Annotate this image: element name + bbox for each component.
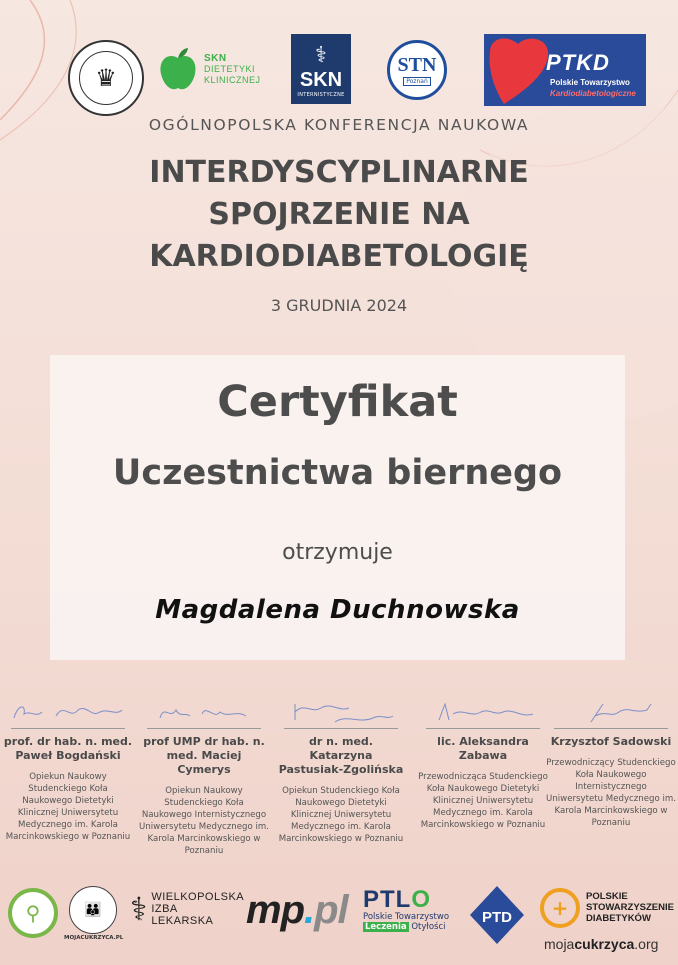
signature-line (554, 728, 668, 729)
fork-spoon-icon: ⚲ (25, 901, 41, 925)
signatory-role: Opiekun Studenckiego Koła Naukowego Dietetyki Klinicznej Uniwersytetu Medycznego im. Karola Marcinkowskiego w Poznaniu (278, 786, 404, 844)
signatory-name: lic. Aleksandra Zabawa (437, 735, 529, 762)
cross-icon: + (540, 888, 580, 928)
ptlo-line1: Polskie Towarzystwo (363, 912, 450, 922)
people-icon: 👪 (69, 886, 117, 934)
partner-logo-mp (246, 888, 348, 933)
wil-line3: LEKARSKA (151, 915, 214, 927)
signatory-5 (546, 700, 676, 829)
signature-line (284, 728, 398, 729)
signatory-name: Krzysztof Sadowski (550, 735, 672, 748)
signatory-role: Opiekun Naukowy Studenckiego Koła Naukowego Internistycznego Uniwersytetu Medycznego im. Karola Marcinkowskiego w Poznaniu (139, 786, 269, 856)
stn-poznan-logo (387, 40, 447, 100)
ptkd-logo (484, 34, 646, 106)
signatory-3 (276, 700, 406, 845)
receives-label: otrzymuje (282, 540, 393, 565)
skn-dietetyki-logo (158, 46, 261, 92)
mojacukrzyca-badge-label: MOJACUKRZYCA.PL (64, 935, 124, 941)
stethoscope-icon: ⚕ (315, 43, 327, 68)
university-seal-logo (68, 40, 144, 116)
signature-mark (144, 700, 264, 726)
ptlo-main: PTL (363, 886, 412, 913)
ptd-label: PTD (482, 909, 512, 926)
certificate-title: Certyfikat (217, 377, 458, 427)
signature-mark (8, 700, 128, 726)
ptlo-line2a: Leczenia (365, 922, 407, 932)
ptlo-line2b: Otyłości (411, 922, 446, 932)
mp-dot: . (304, 888, 315, 932)
apple-icon (158, 46, 198, 92)
signature-mark (281, 700, 401, 726)
wil-line2: IZBA (151, 903, 178, 915)
partner-logo-ptd (468, 884, 526, 946)
signature-mark (551, 700, 671, 726)
partner-logo-wil (130, 890, 244, 928)
signature-line (11, 728, 125, 729)
skn-dietetyki-line2: DIETETYKI (204, 63, 256, 74)
certificate-subtitle: Uczestnictwa biernego (112, 453, 563, 493)
signature-line (147, 728, 261, 729)
partner-logo-ptlo (363, 886, 449, 932)
signatory-4 (418, 700, 548, 831)
ptd-diamond-icon (468, 884, 526, 946)
ptkd-line1: Polskie Towarzystwo (550, 78, 630, 87)
signatory-name: dr n. med. Katarzyna Pastusiak-Zgolińska (278, 735, 404, 776)
moja-suffix: .org (634, 936, 659, 952)
conference-title (0, 152, 678, 278)
skn-internistyczne-label: INTERNISTYCZNE (297, 92, 345, 98)
eagle-icon: ♛ (79, 51, 133, 105)
signature-line (426, 728, 540, 729)
moja-prefix: moja (544, 936, 575, 952)
ptkd-line2: Kardiodiabetologiczne (550, 89, 636, 98)
skn-dietetyki-line3: KLINICZNEJ (204, 74, 261, 85)
stn-city: Poznań (403, 77, 431, 86)
signatory-1 (3, 700, 133, 843)
wil-line1: WIELKOPOLSKA (151, 891, 245, 903)
conference-kicker: OGÓLNOPOLSKA KONFERENCJA NAUKOWA (148, 116, 530, 134)
partner-logo-dietetics (8, 888, 58, 938)
recipient-name: Magdalena Duchnowska (155, 595, 520, 625)
mp-main: mp (246, 888, 304, 932)
skn-internistyczne-abbr: SKN (299, 69, 343, 91)
psd-line3: DIABETYKÓW (586, 913, 651, 924)
mp-pl: pl (314, 888, 348, 932)
signatory-name: prof UMP dr hab. n. med. Maciej Cymerys (143, 735, 265, 776)
skn-internistyczne-logo (291, 34, 351, 104)
title-line-3: KARDIODIABETOLOGIĘ (149, 239, 529, 274)
partner-logo-mojacukrzyca-org (544, 936, 658, 952)
psd-line1: POLSKIE (586, 891, 628, 902)
signatory-role: Opiekun Naukowy Studenckiego Koła Naukowego Dietetyki Klinicznej Uniwersytetu Medycznego im. Karola Marcinkowskiego w Poznaniu (5, 772, 131, 842)
stn-glyph: STN (397, 53, 437, 76)
certificate-card (50, 355, 625, 660)
partner-logo-mojacukrzyca-badge (64, 886, 122, 942)
signature-mark (423, 700, 543, 726)
moja-bold: cukrzyca (574, 936, 635, 952)
signatory-name: prof. dr hab. n. med. Paweł Bogdański (3, 735, 133, 762)
title-line-2: SPOJRZENIE NA (208, 197, 470, 232)
signatory-role: Przewodnicząca Studenckiego Koła Naukowego Dietetyki Klinicznej Uniwersytetu Medycznego im. Karola Marcinkowskiego w Poznaniu (418, 772, 548, 830)
caduceus-icon: ⚕ (130, 890, 148, 928)
signatory-2 (139, 700, 269, 857)
signatory-role: Przewodniczący Studenckiego Koła Naukowego Internistycznego Uniwersytetu Medycznego im. Karola Marcinkowskiego w Poznaniu (546, 758, 676, 828)
ptlo-o: O (411, 886, 431, 913)
partner-logo-psd (540, 888, 674, 928)
title-line-1: INTERDYSCYPLINARNE (149, 155, 529, 190)
ptkd-abbr: PTKD (546, 50, 610, 75)
conference-date: 3 GRUDNIA 2024 (270, 296, 408, 315)
psd-line2: STOWARZYSZENIE (586, 902, 674, 913)
skn-dietetyki-line1: SKN (204, 52, 227, 64)
